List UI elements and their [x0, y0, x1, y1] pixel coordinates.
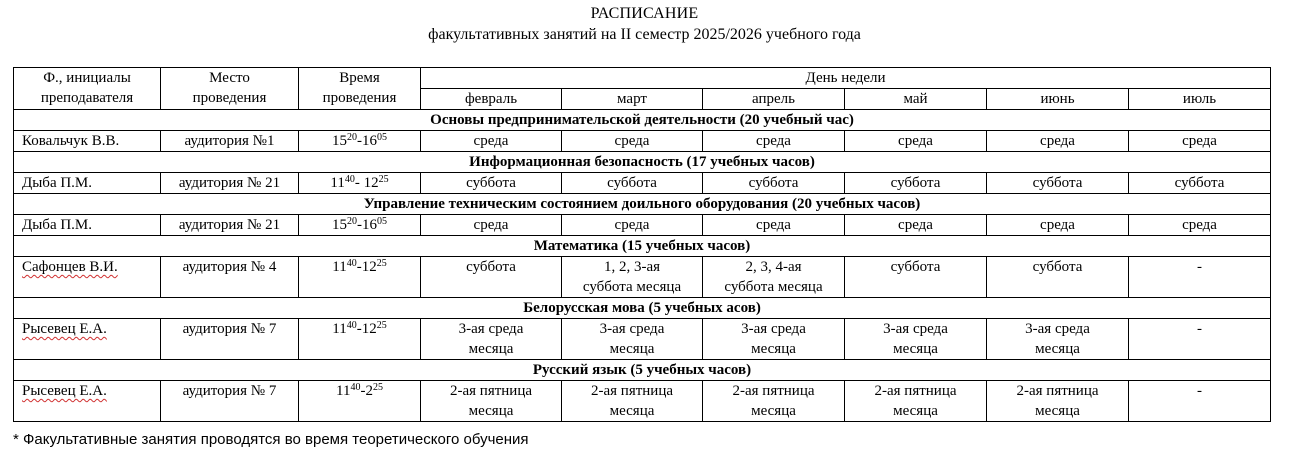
place-cell: аудитория № 4	[161, 257, 299, 298]
time-start-hour: 11	[332, 259, 347, 275]
teacher-name: Сафонцев В.И.	[22, 259, 118, 275]
teacher-cell	[14, 215, 161, 236]
day-cell-line: месяца	[893, 341, 938, 357]
time-start-minutes: 40	[346, 258, 357, 269]
time-end-minutes: 25	[376, 320, 387, 331]
header-month: март	[562, 89, 703, 110]
footnote: * Факультативные занятия проводятся во время теоретического обучения	[13, 431, 529, 448]
day-cell: среда	[1129, 131, 1271, 152]
teacher-name: Ковальчук В.В.	[22, 133, 120, 149]
time-end-minutes: 05	[377, 132, 387, 143]
day-cell-line: суббота	[466, 259, 516, 275]
day-cell: среда	[1129, 215, 1271, 236]
day-cell: суббота	[421, 173, 562, 194]
time-start-hour: 11	[336, 383, 351, 399]
day-cell	[421, 319, 562, 360]
day-cell-line: 2-ая пятница	[1016, 383, 1099, 399]
day-cell-line: суббота месяца	[582, 279, 682, 295]
day-cell-line: 2-ая пятница	[874, 383, 957, 399]
time-cell	[299, 215, 421, 236]
day-cell	[562, 257, 703, 298]
day-cell-line: месяца	[893, 403, 938, 419]
section-title: Управление техническим состоянием доильного оборудования (20 учебных часов)	[14, 194, 1271, 215]
time-separator: -	[357, 217, 362, 233]
time-end-hour: 16	[362, 217, 377, 233]
time-cell	[299, 173, 421, 194]
place-cell: аудитория № 7	[161, 381, 299, 422]
time-start-hour: 15	[332, 133, 347, 149]
time-separator: -	[356, 259, 362, 275]
day-cell-line: 3-ая среда	[883, 321, 948, 337]
time-separator: -	[354, 175, 364, 191]
day-cell: среда	[421, 215, 562, 236]
day-cell: суббота	[1129, 173, 1271, 194]
teacher-cell	[14, 381, 161, 422]
place-cell: аудитория № 21	[161, 173, 299, 194]
day-cell: суббота	[562, 173, 703, 194]
day-cell: среда	[703, 131, 845, 152]
day-cell	[1129, 381, 1271, 422]
teacher-cell	[14, 131, 161, 152]
day-cell: суббота	[845, 173, 987, 194]
day-cell: суббота	[987, 173, 1129, 194]
table-row	[14, 131, 1271, 152]
time-end-hour: 2	[365, 383, 373, 399]
day-cell	[845, 381, 987, 422]
day-cell-line: 2-ая пятница	[449, 383, 533, 399]
day-cell-line: -	[1197, 321, 1203, 337]
day-cell	[845, 257, 987, 298]
place-cell: аудитория № 21	[161, 215, 299, 236]
day-cell-line: месяца	[609, 403, 655, 419]
day-cell	[562, 319, 703, 360]
document-title: РАСПИСАНИЕ	[590, 5, 699, 22]
day-cell	[421, 257, 562, 298]
header-time: Время проведения	[299, 68, 421, 110]
time-start-hour: 11	[330, 175, 345, 191]
time-start-minutes: 40	[346, 320, 357, 331]
place-cell: аудитория № 7	[161, 319, 299, 360]
day-cell-line: 3-ая среда	[1025, 321, 1090, 337]
day-cell	[703, 381, 845, 422]
day-cell-line: месяца	[609, 341, 655, 357]
schedule-table	[13, 67, 1271, 422]
day-cell: среда	[703, 215, 845, 236]
day-cell	[1129, 257, 1271, 298]
section-title: Русский язык (5 учебных часов)	[14, 360, 1271, 381]
day-cell-line: 3-ая среда	[458, 321, 524, 337]
header-place: Место проведения	[161, 68, 299, 110]
section-title: Основы предпринимательской деятельности (20 учебный час)	[14, 110, 1271, 131]
table-row	[14, 381, 1271, 422]
time-start-hour: 15	[332, 217, 347, 233]
time-cell	[299, 319, 421, 360]
day-cell-line: суббота месяца	[724, 279, 823, 295]
day-cell: суббота	[703, 173, 845, 194]
time-separator: -	[356, 321, 362, 337]
title-block	[0, 4, 1289, 45]
day-cell	[703, 257, 845, 298]
time-start-minutes: 40	[350, 382, 361, 393]
section-title: Математика (15 учебных часов)	[14, 236, 1271, 257]
day-cell	[562, 381, 703, 422]
day-cell-line: 1, 2, 3-ая	[603, 259, 661, 275]
header-month: июнь	[987, 89, 1129, 110]
time-cell	[299, 257, 421, 298]
day-cell: среда	[845, 131, 987, 152]
day-cell: среда	[562, 131, 703, 152]
day-cell	[987, 257, 1129, 298]
header-days: День недели	[421, 68, 1271, 89]
time-separator: -	[360, 383, 366, 399]
day-cell: среда	[845, 215, 987, 236]
day-cell	[421, 381, 562, 422]
time-cell	[299, 131, 421, 152]
day-cell-line: суббота	[890, 259, 941, 275]
day-cell-line: 2-ая пятница	[590, 383, 674, 399]
teacher-cell	[14, 173, 161, 194]
day-cell-line: месяца	[468, 403, 514, 419]
time-start-minutes: 20	[347, 216, 357, 227]
day-cell: среда	[987, 131, 1129, 152]
day-cell-line: 2, 3, 4-ая	[745, 259, 802, 275]
time-end-minutes: 25	[372, 382, 383, 393]
table-row	[14, 257, 1271, 298]
time-start-hour: 11	[332, 321, 347, 337]
day-cell: среда	[421, 131, 562, 152]
time-end-hour: 12	[363, 175, 379, 191]
time-end-hour: 16	[362, 133, 377, 149]
day-cell	[987, 319, 1129, 360]
time-end-minutes: 25	[378, 174, 389, 185]
time-cell	[299, 381, 421, 422]
teacher-cell	[14, 319, 161, 360]
section-title: Информационная безопасность (17 учебных часов)	[14, 152, 1271, 173]
header-month: май	[845, 89, 987, 110]
day-cell-line: 3-ая среда	[599, 321, 665, 337]
place-cell: аудитория №1	[161, 131, 299, 152]
table-row	[14, 215, 1271, 236]
day-cell	[1129, 319, 1271, 360]
header-month: апрель	[703, 89, 845, 110]
day-cell	[845, 319, 987, 360]
teacher-cell	[14, 257, 161, 298]
header-month: июль	[1129, 89, 1271, 110]
table-row	[14, 319, 1271, 360]
time-end-minutes: 25	[376, 258, 387, 269]
day-cell-line: суббота	[1032, 259, 1083, 275]
day-cell: среда	[562, 215, 703, 236]
day-cell-line: месяца	[751, 403, 796, 419]
day-cell	[703, 319, 845, 360]
day-cell-line: -	[1197, 259, 1203, 275]
table-row	[14, 173, 1271, 194]
day-cell-line: месяца	[751, 341, 796, 357]
section-title: Белорусская мова (5 учебных асов)	[14, 298, 1271, 319]
header-month: февраль	[421, 89, 562, 110]
day-cell-line: 2-ая пятница	[732, 383, 815, 399]
day-cell-line: месяца	[468, 341, 514, 357]
day-cell-line: месяца	[1035, 341, 1080, 357]
day-cell: среда	[987, 215, 1129, 236]
time-end-minutes: 05	[377, 216, 387, 227]
time-end-hour: 12	[361, 259, 377, 275]
time-end-hour: 12	[361, 321, 377, 337]
time-start-minutes: 20	[347, 132, 357, 143]
teacher-name: Рысевец Е.А.	[22, 383, 107, 399]
time-start-minutes: 40	[344, 174, 355, 185]
day-cell-line: месяца	[1035, 403, 1080, 419]
teacher-name: Дыба П.М.	[22, 175, 93, 191]
teacher-name: Рысевец Е.А.	[22, 321, 107, 337]
time-separator: -	[357, 133, 362, 149]
teacher-name: Дыба П.М.	[22, 217, 93, 233]
document-subtitle: факультативных занятий на II семестр 2025/2026 учебного года	[428, 26, 861, 43]
header-teacher: Ф., инициалы преподавателя	[14, 68, 161, 110]
day-cell	[987, 381, 1129, 422]
day-cell-line: -	[1197, 383, 1203, 399]
day-cell-line: 3-ая среда	[741, 321, 806, 337]
